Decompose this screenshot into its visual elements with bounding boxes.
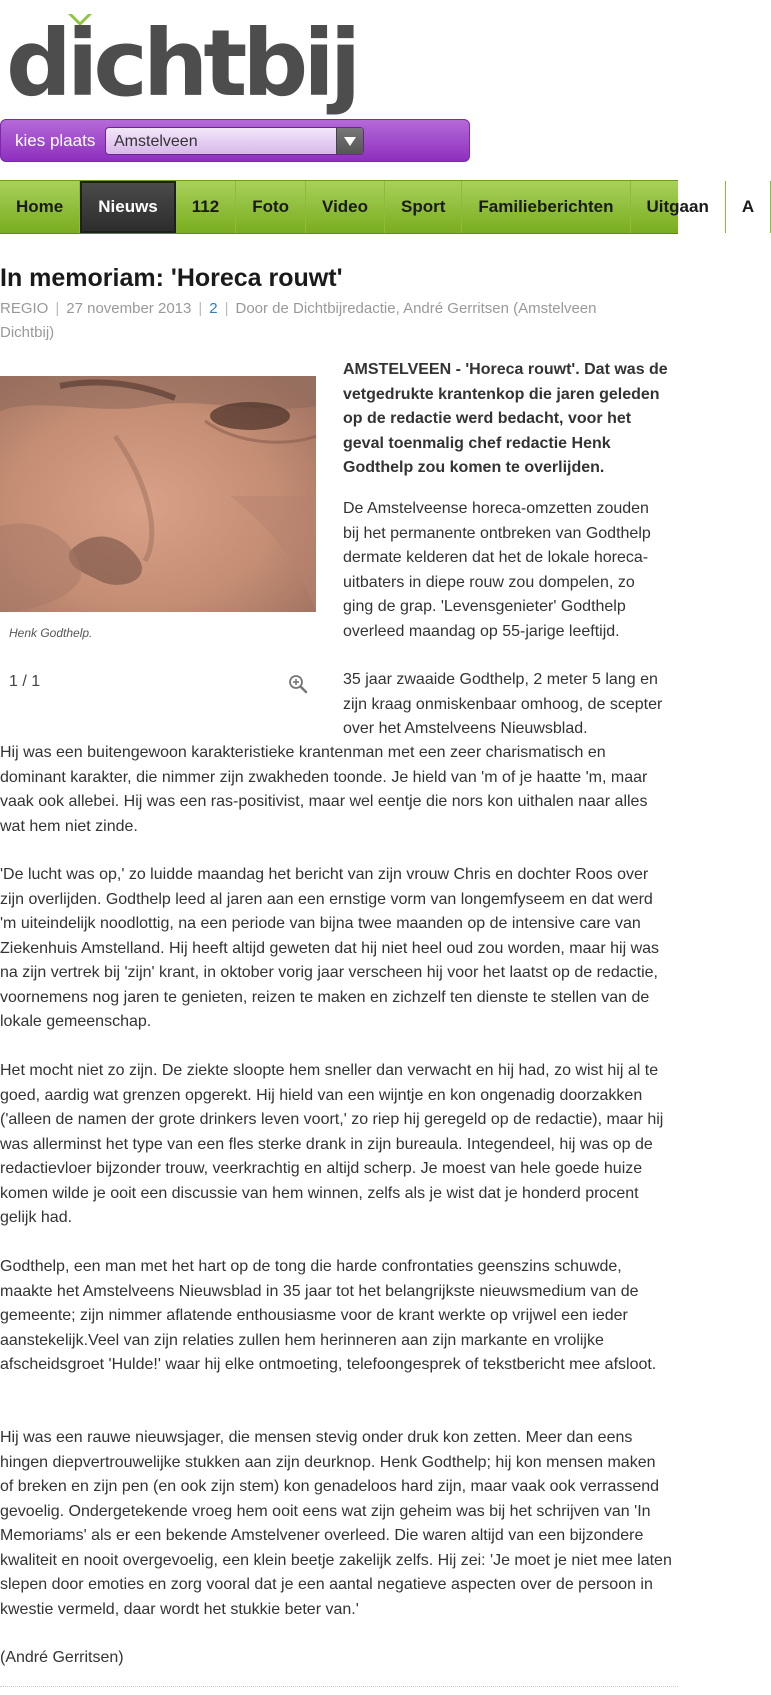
nav-item-sport[interactable]: Sport [385,181,462,233]
main-nav [0,180,755,234]
nav-item-truncated[interactable]: A [726,181,771,233]
nav-item-uitgaan[interactable]: Uitgaan [631,181,726,233]
place-selected-value: Amstelveen [114,133,198,150]
article-paragraph-4: Het mocht niet zo zijn. De ziekte sloopte hem sneller dan verwacht en hij had, zo wist hij al te goed, aardig wat grenzen opgerekt. Hij hield van een wijntje en kon ongenadig doorzakken ('alleen de namen der grote drinkers leven voort,' zo riep hij geregeld op de redactie), maar hij was allerminst het type van een fles sterke drank in zijn bureaula. Integendeel, hij was op de redactievloer bijzonder trouw, veerkrachtig en altijd scherp. Je moest van hele goede huize komen wilde je ooit een discussie van hem winnen, zelfs als je wist dat je honderd procent gelijk had. [0,1062,664,1226]
nav-item-video[interactable]: Video [306,181,385,233]
article-intro: AMSTELVEEN - 'Horeca rouwt'. Dat was de vetgedrukte krantenkop die jaren geleden op de redactie werd bedacht, voor het geval toenmalig chef redactie Henk Godthelp zou komen te overlijden. [343,361,668,476]
article-paragraph-3: 'De lucht was op,' zo luidde maandag het bericht van zijn vrouw Chris en dochter Roos over zijn overlijden. Godthelp leed al jaren aan een ernstige vorm van longemfyseem en dat werd 'm uiteindelijk noodlottig, na een periode van bijna twee maanden op de intensive care van Ziekenhuis Amstelland. Hij heeft altijd geweten dat hij niet heel oud zou worden, maar hij was na zijn vertrek bij 'zijn' krant, in oktober vorig jaar verscheen hij voor het laatst op de redactie, voornemens nog jaren te genieten, reizen te maken en zichzelf ten dienste te stellen van de lokale gemeenschap. [0,866,660,1030]
nav-item-112[interactable]: 112 [176,181,236,233]
place-select[interactable] [105,127,364,155]
article-paragraph-5: Godthelp, een man met het hart op de tong die harde confrontaties geenszins schuwde, maakte het Amstelveens Nieuwsblad in 35 jaar tot het belangrijkste nieuwsmedium van de gemeente; zijn nimmer aflatende enthousiasme voor de krant werkte op vrijwel een ieder aanstekelijk.Veel van zijn relaties zullen hem herinneren aan zijn markante en vrolijke afscheidsgroet 'Hulde!' waar hij elke ontmoeting, telefoongesprek of tekstbericht mee afsloot. [0,1258,657,1373]
article-photo[interactable] [0,376,316,612]
photo-counter: 1 / 1 [9,673,41,690]
article-signature: (André Gerritsen) [0,1649,124,1666]
article-title: In memoriam: 'Horeca rouwt' [0,264,343,292]
article-paragraph-2-side: 35 jaar zwaaide Godthelp, 2 meter 5 lang en zijn kraag onmiskenbaar omhoog, de scepter over het Amstelveens Nieuwsblad. [343,671,663,737]
article-meta: REGIO | 27 november 2013 | 2 | Door de Dichtbijredactie, André Gerritsen (Amstelveen Dichtbij) [0,300,597,341]
portrait-image [0,376,316,612]
place-label: kies plaats [15,131,96,150]
divider [0,1686,678,1687]
article-paragraph-2: Hij was een buitengewoon karakteristieke krantenman met een zeer charismatisch en dominant karakter, die nimmer zijn zwakheden toonde. Je hield van 'm of je haatte 'm, maar vaak ook allebei. Hij was een ras-positivist, maar wel eentje die nors kon uithalen naar alles wat hem niet zinde. [0,744,648,835]
chevron-down-icon[interactable] [336,128,363,154]
logo-text: dichtbij [6,10,357,117]
meta-comments-link[interactable]: 2 [209,300,218,317]
nav-item-foto[interactable]: Foto [236,181,306,233]
meta-date: 27 november 2013 [66,300,192,317]
photo-caption: Henk Godthelp. [9,626,93,640]
article-paragraph-1: De Amstelveense horeca-omzetten zouden bij het permanente ontbreken van Godthelp dermate kelderen dat het de lokale horeca-uitbaters in diepe rouw zou dompelen, zo ging de grap. 'Levensgenieter' Godthelp overleed maandag op 55-jarige leeftijd. [343,500,651,640]
nav-item-nieuws[interactable]: Nieuws [80,181,176,233]
place-chooser [0,119,470,162]
zoom-in-icon[interactable] [288,674,308,694]
article-paragraph-6: Hij was een rauwe nieuwsjager, die mensen stevig onder druk kon zetten. Meer dan eens hingen diepvertrouwelijke stukken aan zijn deurknop. Henk Godthelp; hij kon mensen maken of breken en zijn pen (en ook zijn stem) kon genadeloos hard zijn, maar vaak ook verrassend gevoelig. Ondergetekende vroeg hem ooit eens wat zijn geheim was bij het schrijven van 'In Memoriams' als er een bekende Amstelvener overleed. Die waren altijd van een bijzondere kwaliteit en nooit overgevoelig, een klein beetje zakelijk zelfs. Hij zei: 'Je moet je niet mee laten slepen door emoties en zorg vooral dat je een aantal negatieve aspecten over de persoon in kwestie vermeld, daar wordt het stukkie beter van.' [0,1429,672,1618]
site-logo[interactable] [6,10,357,117]
nav-item-home[interactable]: Home [0,181,80,233]
meta-category[interactable]: REGIO [0,300,49,317]
meta-author: Door de Dichtbijredactie, André Gerritsen (Amstelveen Dichtbij) [0,300,597,341]
nav-item-familieberichten[interactable]: Familieberichten [462,181,630,233]
